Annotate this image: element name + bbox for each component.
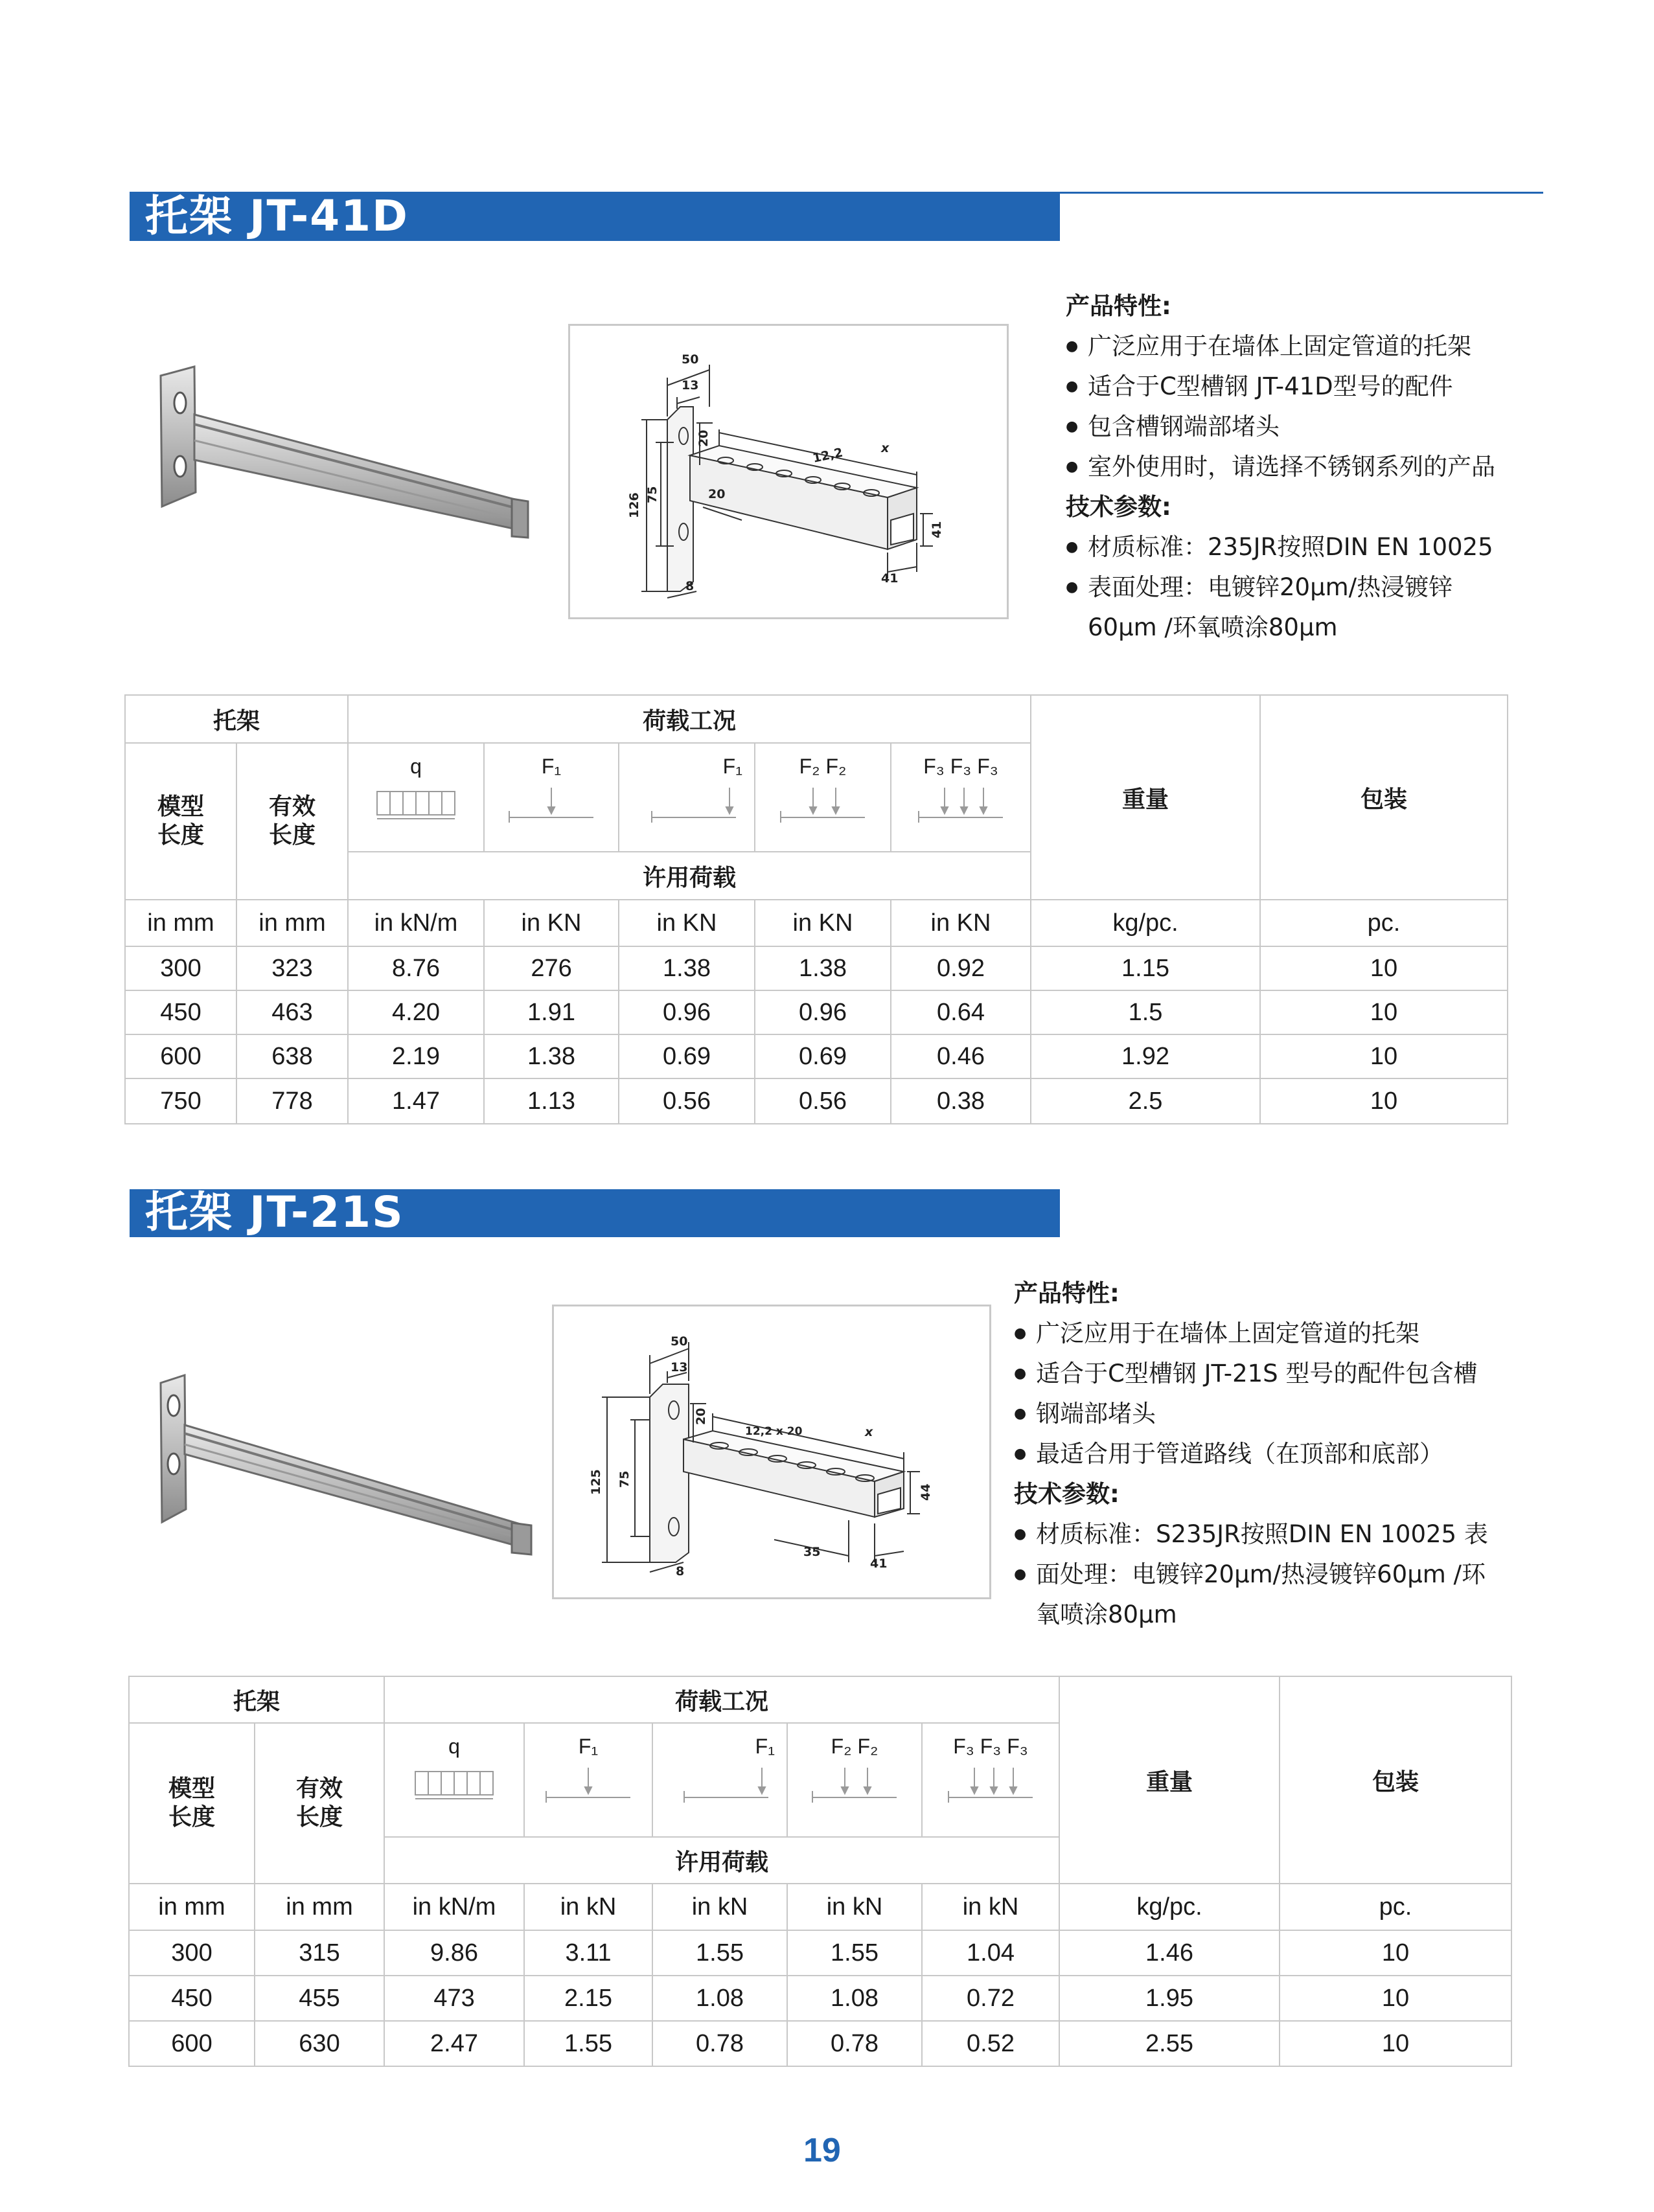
dim-label: x: [881, 441, 890, 455]
table-cell: 1.95: [1059, 1976, 1280, 2021]
table-cell: 1.55: [787, 1930, 922, 1976]
product-photo: [149, 1370, 538, 1564]
table-cell: 600: [125, 1034, 236, 1078]
load-case-header: 荷载工况: [348, 695, 1031, 743]
point-load-icon: [645, 785, 742, 824]
units-row: [125, 900, 1508, 946]
table-cell: 0.46: [891, 1034, 1031, 1078]
technical-drawing: [568, 324, 1009, 619]
load-label: F₁: [755, 1735, 775, 1758]
load-diagram-f3: [922, 1723, 1059, 1837]
dim-label: 75: [617, 1470, 632, 1488]
dim-label: 41: [930, 521, 944, 538]
load-case-header: 荷载工况: [384, 1676, 1059, 1723]
load-diagram-f2: [787, 1723, 922, 1837]
effective-length-header: 有效长度: [236, 743, 348, 900]
table-cell: 450: [125, 990, 236, 1034]
table-cell: 638: [236, 1034, 348, 1078]
dim-label: 50: [682, 352, 699, 367]
feature-item: ● 钢端部堵头: [1014, 1394, 1597, 1434]
feature-item: ● 包含槽钢端部堵头: [1066, 407, 1603, 447]
table-cell: 473: [384, 1976, 524, 2021]
table-cell: 600: [129, 2021, 255, 2066]
table-cell: 0.52: [922, 2021, 1059, 2066]
load-diagram-q: [384, 1723, 524, 1837]
table-cell: 1.38: [484, 1034, 619, 1078]
dim-label: 125: [589, 1469, 603, 1495]
unit-cell: in mm: [236, 900, 348, 946]
dim-label: 126: [627, 492, 641, 518]
two-point-load-icon: [774, 785, 871, 824]
table-cell: 1.13: [484, 1078, 619, 1124]
features-heading: 产品特性:: [1066, 292, 1171, 320]
table-cell: 1.92: [1031, 1034, 1260, 1078]
table-cell: 450: [129, 1976, 255, 2021]
table-cell: 1.15: [1031, 946, 1260, 990]
feature-item: ● 适合于C型槽钢 JT-21S 型号的配件包含槽: [1014, 1354, 1597, 1394]
table-cell: 300: [129, 1930, 255, 1976]
table-row: [129, 1930, 1511, 1976]
tech-item: ● 面处理：电镀锌20μm/热浸镀锌60μm /环: [1014, 1555, 1597, 1595]
load-label: F₃ F₃ F₃: [923, 755, 998, 778]
table-cell: 10: [1260, 946, 1508, 990]
load-label: q: [448, 1735, 460, 1758]
uniform-load-icon: [409, 1765, 500, 1804]
table-cell: 0.92: [891, 946, 1031, 990]
table-cell: 1.38: [619, 946, 755, 990]
table-cell: 1.46: [1059, 1930, 1280, 1976]
table-cell: 323: [236, 946, 348, 990]
table-cell: 0.69: [755, 1034, 891, 1078]
spec-table: [128, 1676, 1512, 2067]
load-diagram-f2: [755, 743, 891, 852]
table-cell: 1.38: [755, 946, 891, 990]
feature-item: ● 室外使用时，请选择不锈钢系列的产品: [1066, 447, 1603, 487]
weight-header: 重量: [1059, 1676, 1280, 1884]
table-cell: 10: [1260, 990, 1508, 1034]
table-cell: 1.55: [652, 1930, 787, 1976]
unit-cell: kg/pc.: [1059, 1884, 1280, 1930]
load-label: F₁: [722, 755, 743, 778]
section-title: 托架 JT-21S: [130, 1189, 1060, 1237]
load-label: F₂ F₂: [831, 1735, 879, 1758]
dim-label: x: [865, 1425, 873, 1439]
unit-cell: in kN: [524, 1884, 652, 1930]
load-label: F₁: [578, 1735, 599, 1758]
load-diagram-q: [348, 743, 484, 852]
unit-cell: in mm: [129, 1884, 255, 1930]
table-cell: 10: [1260, 1078, 1508, 1124]
unit-cell: in KN: [619, 900, 755, 946]
effective-length-header: 有效长度: [255, 1723, 384, 1884]
table-cell: 0.56: [619, 1078, 755, 1124]
unit-cell: in kN/m: [348, 900, 484, 946]
unit-cell: in mm: [125, 900, 236, 946]
load-label: F₂ F₂: [799, 755, 847, 778]
dim-label: 13: [682, 378, 699, 393]
point-load-icon: [678, 1765, 775, 1804]
table-cell: 0.96: [619, 990, 755, 1034]
table-cell: 10: [1280, 1930, 1511, 1976]
table-cell: 750: [125, 1078, 236, 1124]
load-label: F₁: [541, 755, 562, 778]
load-diagram-f1-tip: [652, 1723, 787, 1837]
dim-label: 13: [671, 1360, 688, 1374]
unit-cell: in mm: [255, 1884, 384, 1930]
table-cell: 2.15: [524, 1976, 652, 2021]
table-cell: 8.76: [348, 946, 484, 990]
table-cell: 9.86: [384, 1930, 524, 1976]
unit-cell: in kN: [652, 1884, 787, 1930]
unit-cell: pc.: [1260, 900, 1508, 946]
allowable-load-header: 许用荷载: [384, 1837, 1059, 1884]
unit-cell: in KN: [755, 900, 891, 946]
dim-label: 20: [708, 487, 726, 501]
table-cell: 0.56: [755, 1078, 891, 1124]
table-cell: 0.69: [619, 1034, 755, 1078]
dim-label: 50: [671, 1334, 688, 1349]
table-cell: 1.47: [348, 1078, 484, 1124]
tech-item: ● 材质标准：S235JR按照DIN EN 10025 表: [1014, 1514, 1597, 1555]
tech-item-continued: 氧喷涂80μm: [1036, 1601, 1177, 1628]
units-row: [129, 1884, 1511, 1930]
table-cell: 10: [1260, 1034, 1508, 1078]
table-cell: 455: [255, 1976, 384, 2021]
packing-header: 包装: [1260, 695, 1508, 900]
page-number: 19: [803, 2132, 841, 2169]
feature-item: ● 最适合用于管道路线（在顶部和底部）: [1014, 1434, 1597, 1474]
unit-cell: in KN: [484, 900, 619, 946]
table-cell: 0.72: [922, 1976, 1059, 2021]
unit-cell: kg/pc.: [1031, 900, 1260, 946]
table-cell: 1.04: [922, 1930, 1059, 1976]
unit-cell: pc.: [1280, 1884, 1511, 1930]
packing-header: 包装: [1280, 1676, 1511, 1884]
table-cell: 1.91: [484, 990, 619, 1034]
table-cell: 1.08: [652, 1976, 787, 2021]
feature-item: ● 广泛应用于在墙体上固定管道的托架: [1066, 326, 1603, 367]
load-diagram-f1-end: [484, 743, 619, 852]
feature-item: ● 适合于C型槽钢 JT-41D型号的配件: [1066, 367, 1603, 407]
table-cell: 3.11: [524, 1930, 652, 1976]
table-cell: 1.5: [1031, 990, 1260, 1034]
product-photo: [149, 363, 538, 551]
dim-label: 41: [881, 571, 899, 586]
model-length-header: 模型长度: [129, 1723, 255, 1884]
load-label: q: [410, 755, 422, 778]
spec-table: [124, 694, 1508, 1124]
table-cell: 0.64: [891, 990, 1031, 1034]
table-cell: 2.47: [384, 2021, 524, 2066]
dim-label: 8: [685, 579, 695, 593]
table-cell: 315: [255, 1930, 384, 1976]
table-cell: 463: [236, 990, 348, 1034]
unit-cell: in kN/m: [384, 1884, 524, 1930]
table-cell: 300: [125, 946, 236, 990]
table-row: [129, 1976, 1511, 2021]
product-features: [1014, 1273, 1597, 1635]
bracket-header: 托架: [129, 1676, 384, 1723]
dim-label: 20: [696, 429, 711, 447]
table-cell: 0.78: [652, 2021, 787, 2066]
dim-label: 12,2: [811, 445, 844, 466]
two-point-load-icon: [806, 1765, 903, 1804]
unit-cell: in KN: [891, 900, 1031, 946]
dim-label: 35: [803, 1545, 821, 1559]
table-cell: 630: [255, 2021, 384, 2066]
three-point-load-icon: [912, 785, 1009, 824]
three-point-load-icon: [942, 1765, 1039, 1804]
table-row: [125, 946, 1508, 990]
table-row: [125, 1078, 1508, 1124]
table-cell: 2.5: [1031, 1078, 1260, 1124]
point-load-icon: [540, 1765, 637, 1804]
dim-label: 44: [919, 1483, 933, 1501]
load-diagram-f1-tip: [619, 743, 755, 852]
unit-cell: in kN: [922, 1884, 1059, 1930]
features-heading: 产品特性:: [1014, 1279, 1120, 1307]
table-cell: 4.20: [348, 990, 484, 1034]
table-cell: 276: [484, 946, 619, 990]
tech-item: ● 材质标准：235JR按照DIN EN 10025: [1066, 527, 1603, 567]
load-diagram-f3: [891, 743, 1031, 852]
allowable-load-header: 许用荷载: [348, 852, 1031, 900]
table-row: [125, 1034, 1508, 1078]
load-label: F₃ F₃ F₃: [953, 1735, 1028, 1758]
dim-label: 12,2 x 20: [745, 1425, 803, 1438]
dim-label: 41: [870, 1556, 888, 1571]
table-row: [125, 990, 1508, 1034]
tech-item: ● 表面处理：电镀锌20μm/热浸镀锌: [1066, 567, 1603, 608]
load-diagram-f1-end: [524, 1723, 652, 1837]
table-cell: 0.78: [787, 2021, 922, 2066]
dim-label: 75: [645, 486, 660, 503]
table-cell: 1.55: [524, 2021, 652, 2066]
table-cell: 778: [236, 1078, 348, 1124]
dim-label: 20: [694, 1408, 708, 1425]
tech-item-continued: 60μm /环氧喷涂80μm: [1088, 613, 1338, 641]
model-length-header: 模型长度: [125, 743, 236, 900]
feature-item: ● 广泛应用于在墙体上固定管道的托架: [1014, 1314, 1597, 1354]
bracket-header: 托架: [125, 695, 348, 743]
dim-label: 8: [676, 1564, 685, 1579]
product-features: [1066, 286, 1603, 648]
tech-heading: 技术参数:: [1066, 493, 1171, 521]
table-cell: 2.55: [1059, 2021, 1280, 2066]
section-title: 托架 JT-41D: [130, 193, 1060, 241]
table-cell: 0.38: [891, 1078, 1031, 1124]
table-cell: 0.96: [755, 990, 891, 1034]
table-cell: 10: [1280, 2021, 1511, 2066]
tech-heading: 技术参数:: [1014, 1480, 1120, 1508]
table-cell: 2.19: [348, 1034, 484, 1078]
weight-header: 重量: [1031, 695, 1260, 900]
table-cell: 10: [1280, 1976, 1511, 2021]
table-row: [129, 2021, 1511, 2066]
unit-cell: in kN: [787, 1884, 922, 1930]
technical-drawing: [552, 1305, 991, 1599]
point-load-icon: [503, 785, 600, 824]
table-cell: 1.08: [787, 1976, 922, 2021]
uniform-load-icon: [371, 785, 461, 824]
